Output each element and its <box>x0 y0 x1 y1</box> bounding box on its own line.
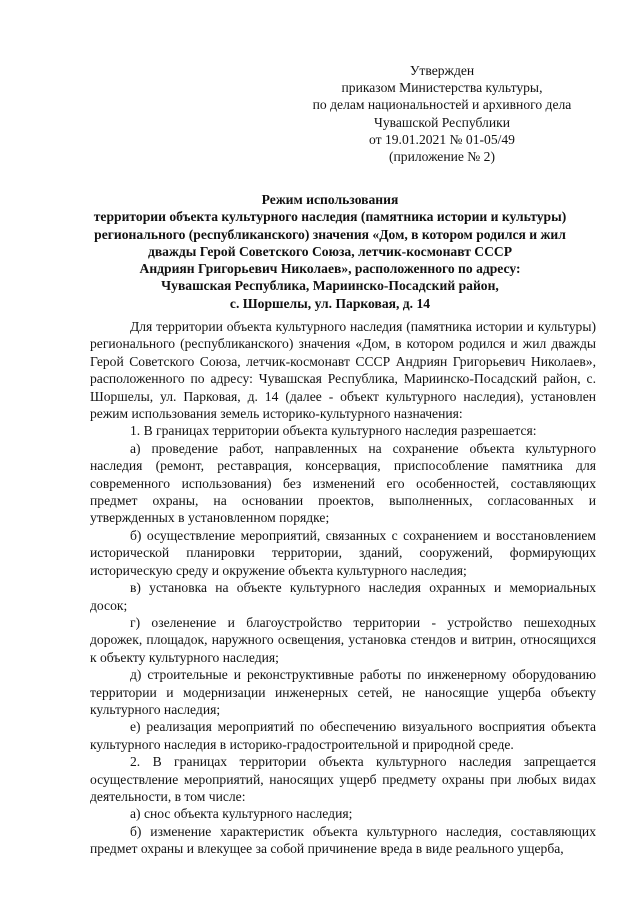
title-line: дважды Герой Советского Союза, летчик-космонавт СССР <box>147 243 513 259</box>
title-line: территории объекта культурного наследия (памятника истории и культуры) <box>93 209 567 225</box>
section-2-item-b: б) изменение характеристик объекта культурного наследия, составляющих предмет охраны и влекущее за собой причинение вреда в виде реального ущерба, <box>90 823 596 857</box>
section-1-item-e: е) реализация мероприятий по обеспечению визуального восприятия объекта культурного наследия в историко-градостроительной и природной среде. <box>90 719 596 752</box>
title-line: с. Шоршелы, ул. Парковая, д. 14 <box>229 295 431 311</box>
section-1-item-a: а) проведение работ, направленных на сохранение объекта культурного наследия (ремонт, реставрация, консервация, приспособление памятника для современного использования) без изменений его особенностей, составляющих предмет охраны, на основании проектов, выполненных, согласованных и утвержденных в установленном порядке; <box>90 440 596 526</box>
section-1-item-b: б) осуществление мероприятий, связанных с сохранением и восстановлением исторической планировки территории, зданий, сооружений, формирующих историческую среду и окружение объекта культурного наследия; <box>90 527 596 578</box>
section-2-item-a: а) снос объекта культурного наследия; <box>130 806 353 822</box>
title-line: Режим использования <box>261 192 399 207</box>
approval-line: Чувашской Республики <box>374 114 510 130</box>
intro-paragraph: Для территории объекта культурного наследия (памятника истории и культуры) регионального (республиканского) значения «Дом, в котором родился и жил дважды Герой Советского Союза, летчик-космонавт СССР Андриян Григорьевич Николаев», расположенного по адресу: Чувашская Республика, Мариинско-Посадский район, с. Шоршелы, ул. Парковая, д. 14 (далее - объект культурного наследия), установлен режим использования земель историко-культурного назначения: <box>90 319 596 422</box>
title-line: регионального (республиканского) значения «Дом, в котором родился и жил <box>94 226 566 242</box>
section-1-item-g: г) озеленение и благоустройство территории - устройство пешеходных дорожек, площадок, наружного освещения, установка стендов и витрин, относящихся к объекту культурного наследия; <box>90 614 596 665</box>
title-line: Чувашская Республика, Мариинско-Посадский район, <box>161 278 499 294</box>
approval-block <box>292 62 592 165</box>
approval-line: приказом Министерства культуры, <box>341 80 543 96</box>
document-body <box>90 318 596 858</box>
approval-line: Утвержден <box>409 63 475 78</box>
approval-line: от 19.01.2021 № 01-05/49 <box>369 131 515 147</box>
section-2-heading: 2. В границах территории объекта культурного наследия запрещается осуществление мероприятий, наносящих ущерб предмету охраны при любых видах деятельности, в том числе: <box>90 754 596 804</box>
title-line: Андриян Григорьевич Николаев», расположенного по адресу: <box>139 261 521 277</box>
section-1-item-v: в) установка на объекте культурного наследия охранных и мемориальных досок; <box>90 580 596 613</box>
section-1-item-d: д) строительные и реконструктивные работы по инженерному оборудованию территории и модернизации инженерных сетей, не наносящие ущерба объекту культурного наследия; <box>90 667 596 717</box>
approval-line: по делам национальностей и архивного дела <box>312 97 572 113</box>
document-title <box>50 191 610 312</box>
section-1-heading: 1. В границах территории объекта культурного наследия разрешается: <box>130 423 537 439</box>
approval-line: (приложение № 2) <box>388 149 496 165</box>
